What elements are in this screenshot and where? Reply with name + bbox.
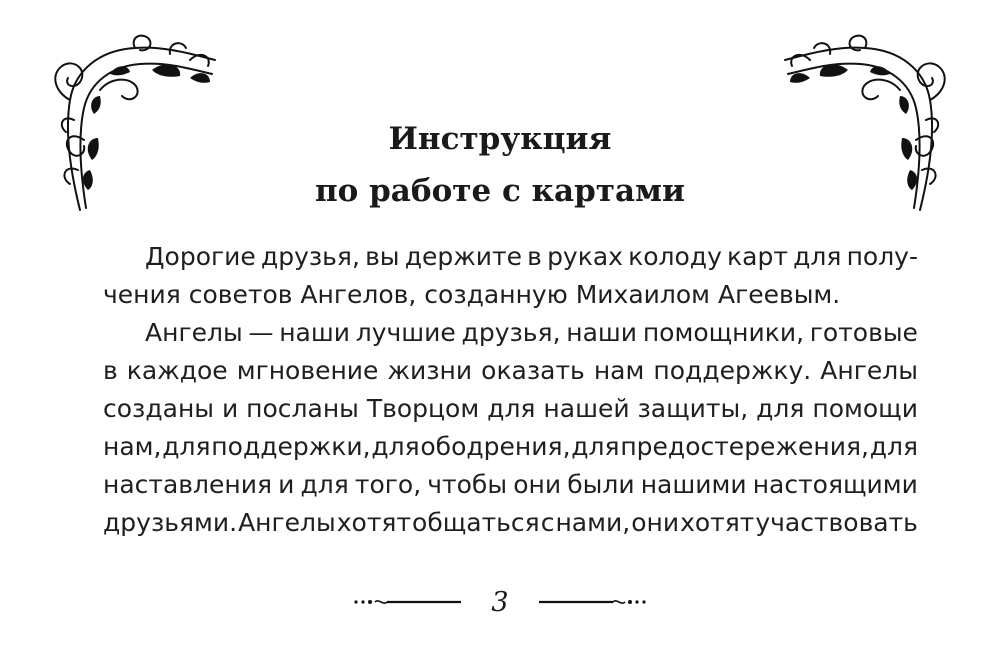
word: и xyxy=(221,394,239,423)
word: мгновение xyxy=(236,356,379,385)
text-line: чения советов Ангелов, созданную Михаилом Агеевым. xyxy=(103,280,841,309)
word: в xyxy=(527,242,542,271)
word: для xyxy=(300,470,349,499)
word: хотят xyxy=(680,508,755,537)
word: нам xyxy=(593,356,645,385)
page-title xyxy=(0,113,1000,217)
text-line xyxy=(103,504,918,542)
body-text xyxy=(103,238,918,542)
word: друзьями. xyxy=(103,508,238,537)
word: для xyxy=(793,242,842,271)
word: созданы xyxy=(103,394,215,423)
word: лучшие xyxy=(355,318,456,347)
word: оказать xyxy=(481,356,585,385)
word: и xyxy=(278,470,295,499)
word: настоящими xyxy=(752,470,918,499)
title-line-1: Инструкция xyxy=(388,121,612,157)
word: полу- xyxy=(846,242,918,271)
word: ободрения, xyxy=(420,432,571,461)
word: с xyxy=(540,508,555,537)
word: вы xyxy=(365,242,400,271)
word: Ангелы xyxy=(238,508,336,537)
word: в xyxy=(103,356,118,385)
word: жизни xyxy=(387,356,473,385)
word: для xyxy=(869,432,918,461)
footer-flourish-right-icon xyxy=(537,595,647,609)
footer-flourish-left-icon xyxy=(353,595,463,609)
word: для xyxy=(571,432,620,461)
word: они xyxy=(513,470,562,499)
word: наши xyxy=(566,318,638,347)
word: наставления xyxy=(103,470,273,499)
text-line xyxy=(103,238,918,276)
text-line xyxy=(103,428,918,466)
text-line xyxy=(103,314,918,352)
word: Дорогие xyxy=(145,242,256,271)
word: руках xyxy=(547,242,623,271)
word: нами, xyxy=(555,508,631,537)
word: держите xyxy=(404,242,522,271)
word: участвовать xyxy=(755,508,918,537)
word: они xyxy=(631,508,680,537)
word: общаться xyxy=(412,508,540,537)
word: чтобы xyxy=(427,470,508,499)
title-line-2: по работе с картами xyxy=(314,173,686,209)
word: были xyxy=(567,470,635,499)
text-line xyxy=(103,466,918,504)
word: каждое xyxy=(126,356,228,385)
word: поддержки, xyxy=(211,432,371,461)
page-footer xyxy=(0,585,1000,619)
word: поддержку. xyxy=(653,356,812,385)
word: Творцом xyxy=(366,394,480,423)
word: Ангелы xyxy=(145,318,243,347)
word: колоду xyxy=(628,242,722,271)
word: друзья, xyxy=(461,318,561,347)
word: наши xyxy=(279,318,350,347)
word: помощи xyxy=(812,394,918,423)
word: хотят xyxy=(336,508,412,537)
word: предостережения, xyxy=(620,432,869,461)
word: того, xyxy=(354,470,422,499)
word: для xyxy=(487,394,536,423)
word: — xyxy=(248,318,274,347)
text-line xyxy=(103,352,918,390)
word: нашей xyxy=(543,394,630,423)
word: Ангелы xyxy=(820,356,918,385)
word: защиты, xyxy=(637,394,749,423)
word: карт xyxy=(727,242,788,271)
word: друзья, xyxy=(260,242,360,271)
word: для xyxy=(162,432,211,461)
word: посланы xyxy=(246,394,359,423)
text-line xyxy=(103,390,918,428)
word: нашими xyxy=(640,470,747,499)
word: для xyxy=(756,394,805,423)
word: для xyxy=(371,432,420,461)
word: нам, xyxy=(103,432,162,461)
word: помощники, xyxy=(642,318,805,347)
word: готовые xyxy=(809,318,918,347)
page-number: 3 xyxy=(491,586,509,618)
